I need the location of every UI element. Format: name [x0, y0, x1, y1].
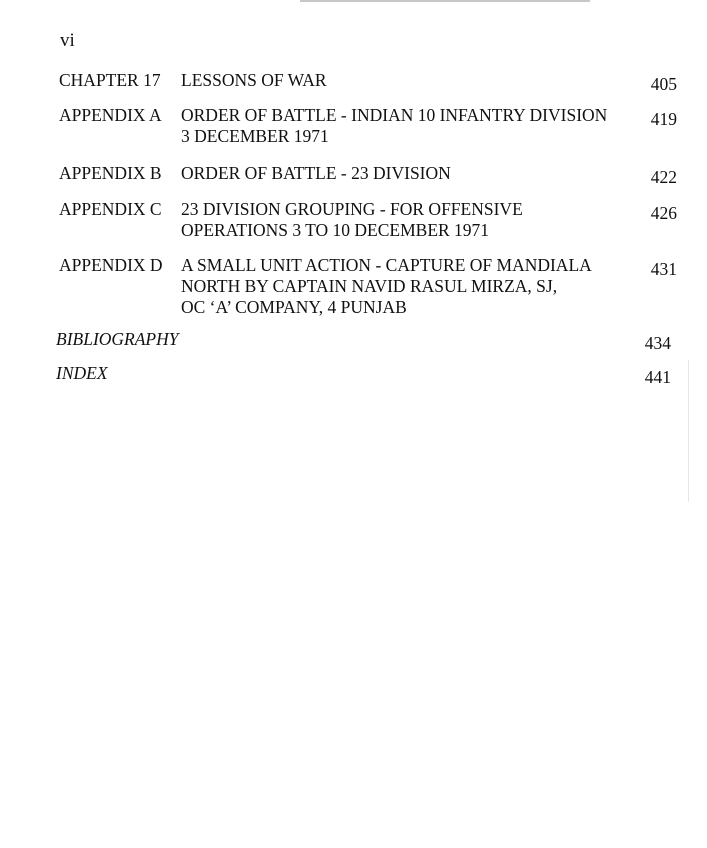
toc-entry-page: 422	[650, 167, 677, 187]
toc-entry-title-line: ORDER OF BATTLE - 23 DIVISION	[181, 163, 451, 183]
scan-edge-line	[300, 0, 590, 2]
toc-entry-appendix-b	[0, 163, 707, 199]
toc-entry-title-line: NORTH BY CAPTAIN NAVID RASUL MIRZA, SJ,	[181, 276, 558, 296]
toc-entry-page: 426	[650, 203, 677, 223]
toc-entry-page: 431	[650, 259, 677, 279]
toc-entry-label: APPENDIX A	[59, 105, 162, 125]
toc-entry-label: CHAPTER 17	[59, 70, 161, 90]
toc-entry-title-line: LESSONS OF WAR	[181, 70, 327, 90]
toc-entry-page: 441	[644, 367, 671, 387]
toc-entry-title	[181, 255, 631, 318]
toc-entry-chapter-17	[0, 70, 707, 105]
toc-entry-title-line: 3 DECEMBER 1971	[181, 126, 329, 146]
toc-entry-label: BIBLIOGRAPHY	[56, 329, 179, 349]
toc-entry-label: APPENDIX D	[59, 255, 163, 275]
toc-entry-label: APPENDIX B	[59, 163, 162, 183]
toc-entry-index	[0, 363, 707, 393]
page-number: vi	[60, 30, 75, 51]
table-of-contents	[0, 70, 707, 393]
toc-entry-bibliography	[0, 329, 707, 363]
toc-entry-label: APPENDIX C	[59, 199, 162, 219]
toc-entry-appendix-c	[0, 199, 707, 255]
toc-entry-page: 434	[644, 333, 671, 353]
toc-entry-appendix-a	[0, 105, 707, 163]
toc-entry-page: 405	[650, 74, 677, 94]
toc-entry-appendix-d	[0, 255, 707, 329]
toc-entry-title-line: OPERATIONS 3 TO 10 DECEMBER 1971	[181, 220, 490, 240]
toc-entry-title-line: A SMALL UNIT ACTION - CAPTURE OF MANDIALA	[181, 255, 592, 275]
toc-entry-title	[181, 199, 631, 241]
toc-entry-title	[181, 70, 631, 91]
toc-entry-label: INDEX	[56, 363, 108, 383]
toc-entry-title-line: 23 DIVISION GROUPING - FOR OFFENSIVE	[181, 199, 523, 219]
toc-entry-title-line: OC ‘A’ COMPANY, 4 PUNJAB	[181, 297, 407, 317]
toc-entry-title-line: ORDER OF BATTLE - INDIAN 10 INFANTRY DIVISION	[181, 105, 608, 125]
toc-entry-title	[181, 163, 631, 184]
toc-entry-title	[181, 105, 631, 147]
toc-entry-page: 419	[650, 109, 677, 129]
